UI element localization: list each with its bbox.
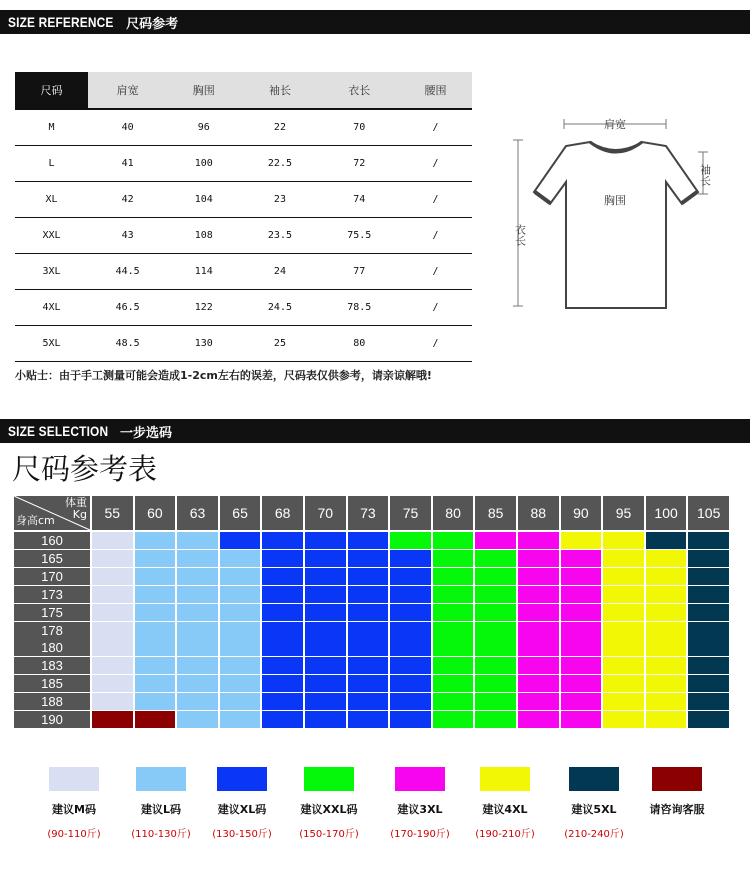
size-cell-l — [220, 675, 261, 692]
size-cell-xxl — [433, 657, 474, 674]
size-table-cell: 104 — [167, 182, 240, 218]
height-row-label: 185 — [14, 675, 90, 692]
size-cell-xl — [348, 604, 389, 621]
size-cell-xxl — [475, 586, 516, 603]
size-cell-xl — [305, 711, 346, 728]
size-cell-l — [135, 604, 176, 621]
size-cell-5xl — [688, 657, 729, 674]
weight-header-cell: 63 — [177, 496, 218, 530]
size-cell-xl — [262, 550, 303, 567]
size-table-cell: 4XL — [15, 290, 88, 326]
size-table-header-cell: 腰围 — [399, 72, 472, 109]
size-cell-xxl — [433, 604, 474, 621]
size-cell-l — [177, 568, 218, 585]
size-cell-3xl — [518, 550, 559, 567]
section-title-zh: 一步选码 — [119, 425, 172, 441]
size-cell-xl — [348, 568, 389, 585]
legend-label: 建议XXL码 — [300, 803, 358, 816]
size-cell-xl — [305, 550, 346, 567]
shirt-length-label: 衣长 — [513, 224, 527, 246]
size-cell-m — [92, 657, 133, 674]
size-cell-l — [135, 639, 176, 656]
size-table-cell: / — [399, 182, 472, 218]
size-table-cell: / — [399, 254, 472, 290]
size-cell-xxl — [475, 550, 516, 567]
size-cell-xl — [390, 586, 431, 603]
tshirt-diagram — [508, 112, 712, 312]
size-cell-4xl — [646, 604, 687, 621]
size-cell-xl — [305, 693, 346, 710]
height-axis-label: 身高cm — [16, 514, 55, 527]
size-cell-xl — [262, 568, 303, 585]
size-table-cell: 5XL — [15, 326, 88, 362]
size-cell-4xl — [603, 622, 644, 639]
size-cell-xxl — [433, 586, 474, 603]
weight-header-cell: 88 — [518, 496, 559, 530]
size-cell-4xl — [603, 657, 644, 674]
size-cell-l — [177, 604, 218, 621]
legend-swatch — [569, 767, 619, 791]
size-cell-5xl — [688, 568, 729, 585]
size-table-cell: 25 — [240, 326, 319, 362]
size-cell-xxl — [433, 568, 474, 585]
size-table-cell: 43 — [88, 218, 167, 254]
size-cell-4xl — [603, 675, 644, 692]
weight-header-cell: 80 — [433, 496, 474, 530]
legend-item-c — [637, 767, 717, 825]
size-table-header-cell: 胸围 — [167, 72, 240, 109]
size-cell-4xl — [603, 693, 644, 710]
size-table-row — [15, 218, 472, 254]
size-table-row — [15, 146, 472, 182]
size-cell-c — [135, 711, 176, 728]
size-cell-xl — [390, 604, 431, 621]
size-cell-3xl — [561, 550, 602, 567]
size-table-row — [15, 109, 472, 146]
height-row-label: 170 — [14, 568, 90, 585]
size-cell-3xl — [518, 639, 559, 656]
size-cell-4xl — [603, 568, 644, 585]
size-cell-xxl — [475, 639, 516, 656]
size-cell-l — [220, 586, 261, 603]
legend-item-xxl — [289, 767, 369, 840]
size-cell-xl — [305, 639, 346, 656]
size-cell-xxl — [433, 532, 474, 549]
size-cell-3xl — [561, 639, 602, 656]
size-cell-xl — [390, 693, 431, 710]
size-table-row — [15, 254, 472, 290]
size-table-cell: M — [15, 109, 88, 146]
size-table-cell: 48.5 — [88, 326, 167, 362]
size-cell-xxl — [475, 675, 516, 692]
size-cell-l — [220, 550, 261, 567]
size-cell-l — [177, 532, 218, 549]
size-cell-3xl — [561, 622, 602, 639]
size-table-header-cell: 尺码 — [15, 72, 88, 109]
weight-header-cell: 60 — [135, 496, 176, 530]
size-cell-m — [92, 604, 133, 621]
size-cell-xl — [390, 568, 431, 585]
height-row-label: 178 — [14, 622, 90, 639]
size-cell-m — [92, 675, 133, 692]
height-row-label: 165 — [14, 550, 90, 567]
size-cell-l — [220, 568, 261, 585]
size-table-header — [15, 72, 472, 109]
size-table-cell: / — [399, 326, 472, 362]
size-cell-5xl — [688, 693, 729, 710]
size-cell-xl — [305, 604, 346, 621]
size-cell-l — [177, 639, 218, 656]
size-table-cell: / — [399, 218, 472, 254]
legend-swatch — [136, 767, 186, 791]
legend-label: 建议5XL — [571, 803, 617, 816]
tip-text: 小贴士：由于手工测量可能会造成1-2cm左右的误差，尺码表仅供参考，请亲谅解哦! — [15, 369, 432, 382]
size-cell-5xl — [688, 550, 729, 567]
weight-label: 体重 — [65, 496, 87, 509]
size-table-cell: 80 — [320, 326, 399, 362]
size-cell-xl — [348, 532, 389, 549]
legend-range: (210-240斤) — [564, 829, 624, 840]
size-table-cell: 96 — [167, 109, 240, 146]
size-cell-3xl — [518, 604, 559, 621]
size-cell-xxl — [475, 657, 516, 674]
size-cell-m — [92, 532, 133, 549]
size-cell-c — [92, 711, 133, 728]
size-cell-l — [135, 622, 176, 639]
shirt-shoulder-label: 肩宽 — [604, 118, 626, 131]
size-cell-l — [177, 675, 218, 692]
size-cell-xl — [305, 532, 346, 549]
size-cell-5xl — [688, 711, 729, 728]
legend-item-l — [121, 767, 201, 840]
size-cell-xl — [390, 711, 431, 728]
size-cell-4xl — [603, 532, 644, 549]
size-cell-xl — [348, 675, 389, 692]
size-cell-4xl — [561, 532, 602, 549]
size-cell-xl — [348, 639, 389, 656]
reference-chart-title: 尺码参考表 — [12, 452, 158, 486]
grid-corner-cell — [14, 496, 90, 530]
size-cell-l — [177, 550, 218, 567]
size-cell-xl — [348, 550, 389, 567]
size-cell-m — [92, 622, 133, 639]
size-table-cell: 130 — [167, 326, 240, 362]
size-table-header-cell: 衣长 — [320, 72, 399, 109]
size-cell-l — [220, 657, 261, 674]
size-cell-3xl — [518, 657, 559, 674]
size-cell-xxl — [390, 532, 431, 549]
size-cell-xl — [262, 622, 303, 639]
height-row-label: 188 — [14, 693, 90, 710]
size-table-cell: 100 — [167, 146, 240, 182]
size-cell-l — [135, 586, 176, 603]
size-table-cell: 114 — [167, 254, 240, 290]
height-row-label: 190 — [14, 711, 90, 728]
size-cell-xxl — [433, 693, 474, 710]
size-cell-xl — [348, 657, 389, 674]
size-cell-l — [135, 568, 176, 585]
size-cell-l — [220, 604, 261, 621]
legend-swatch — [652, 767, 702, 791]
legend-item-5xl — [554, 767, 634, 840]
size-cell-3xl — [561, 711, 602, 728]
size-cell-5xl — [688, 586, 729, 603]
size-cell-xl — [390, 657, 431, 674]
size-cell-xxl — [433, 550, 474, 567]
legend-swatch — [395, 767, 445, 791]
size-cell-l — [135, 675, 176, 692]
height-row-label: 160 — [14, 532, 90, 549]
size-cell-3xl — [561, 604, 602, 621]
legend-item-xl — [202, 767, 282, 840]
size-cell-xxl — [475, 693, 516, 710]
size-cell-xl — [262, 693, 303, 710]
legend-range: (150-170斤) — [299, 829, 359, 840]
section-title-en: SIZE SELECTION — [8, 423, 109, 439]
legend-label: 请咨询客服 — [649, 803, 705, 816]
size-cell-xl — [348, 711, 389, 728]
legend-label: 建议L码 — [140, 803, 181, 816]
size-table-row — [15, 182, 472, 218]
size-table-cell: 22.5 — [240, 146, 319, 182]
weight-header-cell: 73 — [348, 496, 389, 530]
size-cell-xxl — [433, 622, 474, 639]
size-cell-3xl — [561, 568, 602, 585]
size-cell-xl — [262, 657, 303, 674]
size-cell-xxl — [475, 604, 516, 621]
size-cell-xl — [390, 550, 431, 567]
legend-swatch — [304, 767, 354, 791]
size-table-cell: 22 — [240, 109, 319, 146]
shirt-chest-label: 胸围 — [604, 194, 626, 207]
size-cell-xl — [262, 532, 303, 549]
size-table-cell: 40 — [88, 109, 167, 146]
size-table-cell: 46.5 — [88, 290, 167, 326]
size-cell-3xl — [518, 586, 559, 603]
weight-axis-label — [65, 497, 87, 521]
size-cell-xl — [305, 622, 346, 639]
weight-header-cell: 100 — [646, 496, 687, 530]
size-table-cell: 3XL — [15, 254, 88, 290]
size-cell-5xl — [688, 622, 729, 639]
size-selection-header — [0, 419, 750, 443]
size-table-cell: 72 — [320, 146, 399, 182]
height-row-label: 183 — [14, 657, 90, 674]
size-cell-5xl — [688, 532, 729, 549]
size-cell-4xl — [646, 675, 687, 692]
size-cell-xxl — [433, 711, 474, 728]
legend-label: 建议3XL — [397, 803, 443, 816]
size-table-cell: 78.5 — [320, 290, 399, 326]
legend-item-4xl — [465, 767, 545, 840]
size-cell-4xl — [646, 657, 687, 674]
size-cell-xxl — [475, 622, 516, 639]
size-cell-5xl — [688, 604, 729, 621]
legend-range: (190-210斤) — [475, 829, 535, 840]
size-cell-l — [177, 693, 218, 710]
weight-header-cell: 95 — [603, 496, 644, 530]
size-cell-4xl — [646, 568, 687, 585]
size-cell-4xl — [603, 639, 644, 656]
size-table-row — [15, 326, 472, 362]
size-cell-xl — [305, 586, 346, 603]
size-table-cell: 108 — [167, 218, 240, 254]
legend-label: 建议M码 — [52, 803, 96, 816]
size-cell-m — [92, 639, 133, 656]
legend-range: (110-130斤) — [131, 829, 191, 840]
size-cell-xxl — [433, 639, 474, 656]
size-cell-4xl — [646, 622, 687, 639]
size-cell-4xl — [646, 550, 687, 567]
size-table-cell: L — [15, 146, 88, 182]
size-cell-xl — [348, 622, 389, 639]
size-cell-xl — [348, 586, 389, 603]
weight-header-cell: 85 — [475, 496, 516, 530]
size-cell-xl — [220, 532, 261, 549]
size-table-cell: 24.5 — [240, 290, 319, 326]
size-cell-l — [177, 586, 218, 603]
size-cell-xxl — [433, 675, 474, 692]
size-cell-xl — [305, 657, 346, 674]
size-cell-l — [177, 622, 218, 639]
size-cell-l — [135, 532, 176, 549]
size-table-cell: 75.5 — [320, 218, 399, 254]
size-cell-4xl — [603, 550, 644, 567]
size-table-cell: XXL — [15, 218, 88, 254]
size-table-header-cell: 袖长 — [240, 72, 319, 109]
size-cell-l — [220, 711, 261, 728]
size-cell-4xl — [603, 604, 644, 621]
height-row-label: 175 — [14, 604, 90, 621]
size-reference-header — [0, 10, 750, 34]
size-cell-4xl — [646, 639, 687, 656]
size-cell-3xl — [518, 622, 559, 639]
size-cell-l — [135, 550, 176, 567]
weight-header-cell: 55 — [92, 496, 133, 530]
size-cell-xl — [348, 693, 389, 710]
size-cell-3xl — [561, 693, 602, 710]
size-cell-3xl — [518, 675, 559, 692]
size-cell-xl — [390, 622, 431, 639]
size-cell-xxl — [475, 711, 516, 728]
size-table-cell: / — [399, 146, 472, 182]
legend-swatch — [217, 767, 267, 791]
legend-range: (130-150斤) — [212, 829, 272, 840]
section-title-zh: 尺码参考 — [126, 16, 179, 32]
weight-header-cell: 105 — [688, 496, 729, 530]
size-table-cell: 70 — [320, 109, 399, 146]
legend-range: (170-190斤) — [390, 829, 450, 840]
size-cell-m — [92, 568, 133, 585]
size-table-cell: XL — [15, 182, 88, 218]
legend-swatch — [49, 767, 99, 791]
size-table-header-cell: 肩宽 — [88, 72, 167, 109]
size-table-cell: 23 — [240, 182, 319, 218]
size-table-cell: 122 — [167, 290, 240, 326]
size-cell-xl — [262, 586, 303, 603]
size-cell-xl — [262, 639, 303, 656]
legend-swatch — [480, 767, 530, 791]
weight-header-cell: 68 — [262, 496, 303, 530]
size-cell-m — [92, 693, 133, 710]
legend-item-m — [34, 767, 114, 840]
size-table-cell: / — [399, 109, 472, 146]
size-table-cell: 23.5 — [240, 218, 319, 254]
legend-range: (90-110斤) — [47, 829, 101, 840]
size-table — [15, 72, 472, 362]
size-cell-4xl — [646, 586, 687, 603]
size-cell-m — [92, 550, 133, 567]
legend-item-3xl — [380, 767, 460, 840]
legend-label: 建议XL码 — [217, 803, 267, 816]
size-cell-l — [220, 622, 261, 639]
section-title-en: SIZE REFERENCE — [8, 14, 114, 30]
weight-header-cell: 75 — [390, 496, 431, 530]
size-cell-l — [220, 693, 261, 710]
size-table-cell: 41 — [88, 146, 167, 182]
size-cell-xl — [305, 568, 346, 585]
size-table-cell: 77 — [320, 254, 399, 290]
size-table-cell: 24 — [240, 254, 319, 290]
size-cell-3xl — [518, 693, 559, 710]
size-table-cell: 74 — [320, 182, 399, 218]
size-table-row — [15, 290, 472, 326]
size-cell-5xl — [646, 532, 687, 549]
weight-unit: Kg — [72, 508, 87, 521]
size-cell-xl — [390, 675, 431, 692]
size-cell-3xl — [561, 657, 602, 674]
size-cell-5xl — [688, 639, 729, 656]
size-cell-xl — [262, 711, 303, 728]
weight-header-cell: 65 — [220, 496, 261, 530]
legend-label: 建议4XL — [482, 803, 528, 816]
size-cell-3xl — [561, 675, 602, 692]
shirt-sleeve-label: 袖长 — [698, 164, 712, 186]
size-cell-4xl — [646, 711, 687, 728]
size-cell-4xl — [603, 586, 644, 603]
size-cell-l — [135, 693, 176, 710]
size-cell-xl — [305, 675, 346, 692]
size-cell-3xl — [518, 711, 559, 728]
weight-header-cell: 90 — [561, 496, 602, 530]
size-cell-l — [177, 657, 218, 674]
height-row-label: 173 — [14, 586, 90, 603]
size-cell-3xl — [475, 532, 516, 549]
size-cell-xl — [262, 604, 303, 621]
size-cell-xl — [390, 639, 431, 656]
size-cell-3xl — [518, 568, 559, 585]
size-cell-3xl — [561, 586, 602, 603]
size-cell-xl — [262, 675, 303, 692]
size-table-cell: 42 — [88, 182, 167, 218]
size-cell-l — [220, 639, 261, 656]
size-cell-m — [92, 586, 133, 603]
size-table-cell: 44.5 — [88, 254, 167, 290]
size-cell-3xl — [518, 532, 559, 549]
height-row-label: 180 — [14, 639, 90, 656]
size-cell-l — [135, 657, 176, 674]
size-cell-4xl — [646, 693, 687, 710]
size-cell-xxl — [475, 568, 516, 585]
size-cell-4xl — [603, 711, 644, 728]
size-table-cell: / — [399, 290, 472, 326]
size-cell-l — [177, 711, 218, 728]
weight-header-cell: 70 — [305, 496, 346, 530]
size-cell-5xl — [688, 675, 729, 692]
